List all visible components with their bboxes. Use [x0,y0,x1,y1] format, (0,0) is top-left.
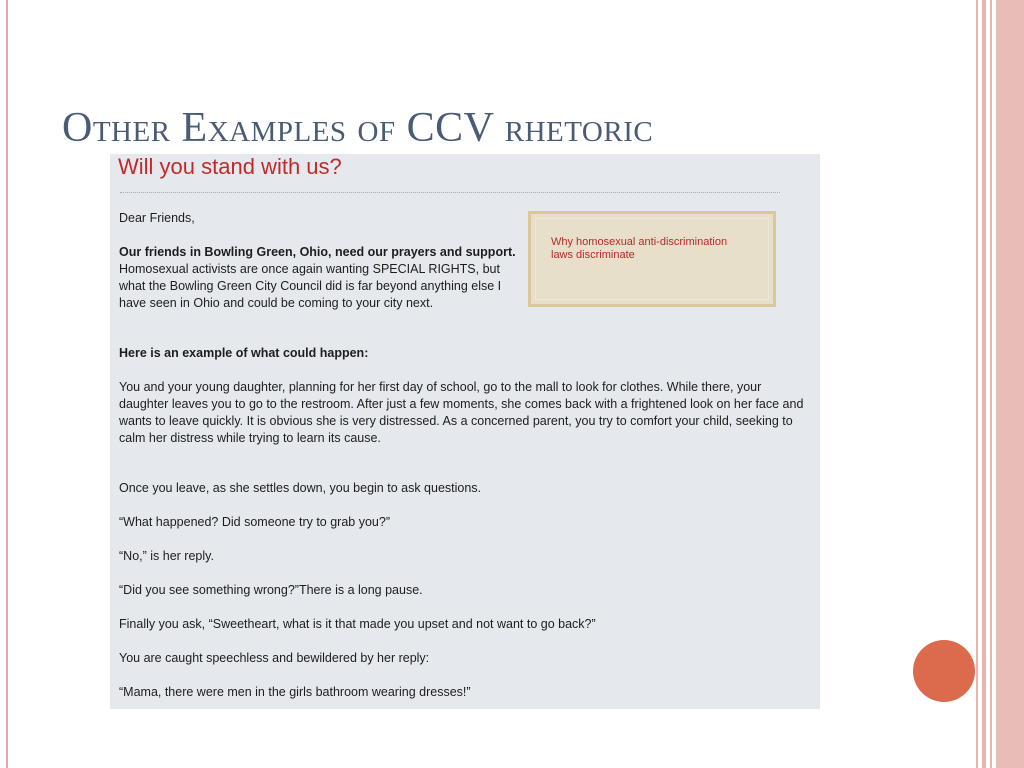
left-border-rule [6,0,8,768]
body-paragraph-4: “No,” is her reply. [119,549,214,563]
dotted-divider [120,192,780,193]
body-paragraph-1: You and your young daughter, planning for her first day of school, go to the mall to look for clothes. While there, your daughter leaves you to go to the restroom. After just a few moments, she comes back with a frightened look on her face and wants to leave quickly. It is obvious she is very distressed. As a concerned parent, you try to comfort your child, seeking to calm her distress while trying to learn its cause. [119,380,804,445]
intro-paragraph [119,244,519,312]
body-paragraph-5: “Did you see something wrong?”There is a long pause. [119,583,423,597]
page-heading: Will you stand with us? [118,154,342,179]
greeting: Dear Friends, [119,211,195,225]
body-paragraph-8: “Mama, there were men in the girls bathroom wearing dresses!” [119,685,471,699]
callout-link-text: Why homosexual anti-discrimination laws discriminate [551,236,728,261]
decorative-circle [913,640,975,702]
intro-text: Homosexual activists are once again wanting SPECIAL RIGHTS, but what the Bowling Green City Council did is far beyond anything else I have seen in Ohio and could be coming to your city next. [119,262,502,310]
slide-title: Other Examples of CCV rhetoric [62,105,654,151]
body-paragraph-7: You are caught speechless and bewildered by her reply: [119,651,430,665]
intro-bold-text: Our friends in Bowling Green, Ohio, need our prayers and support. [119,245,516,259]
right-border-stripes [976,0,1024,768]
embedded-webpage-screenshot [110,154,820,709]
body-paragraph-2: Once you leave, as she settles down, you begin to ask questions. [119,481,482,495]
body-paragraph-3: “What happened? Did someone try to grab you?” [119,515,390,529]
body-paragraph-6: Finally you ask, “Sweetheart, what is it that made you upset and not want to go back?” [119,617,596,631]
example-heading: Here is an example of what could happen: [119,346,369,360]
